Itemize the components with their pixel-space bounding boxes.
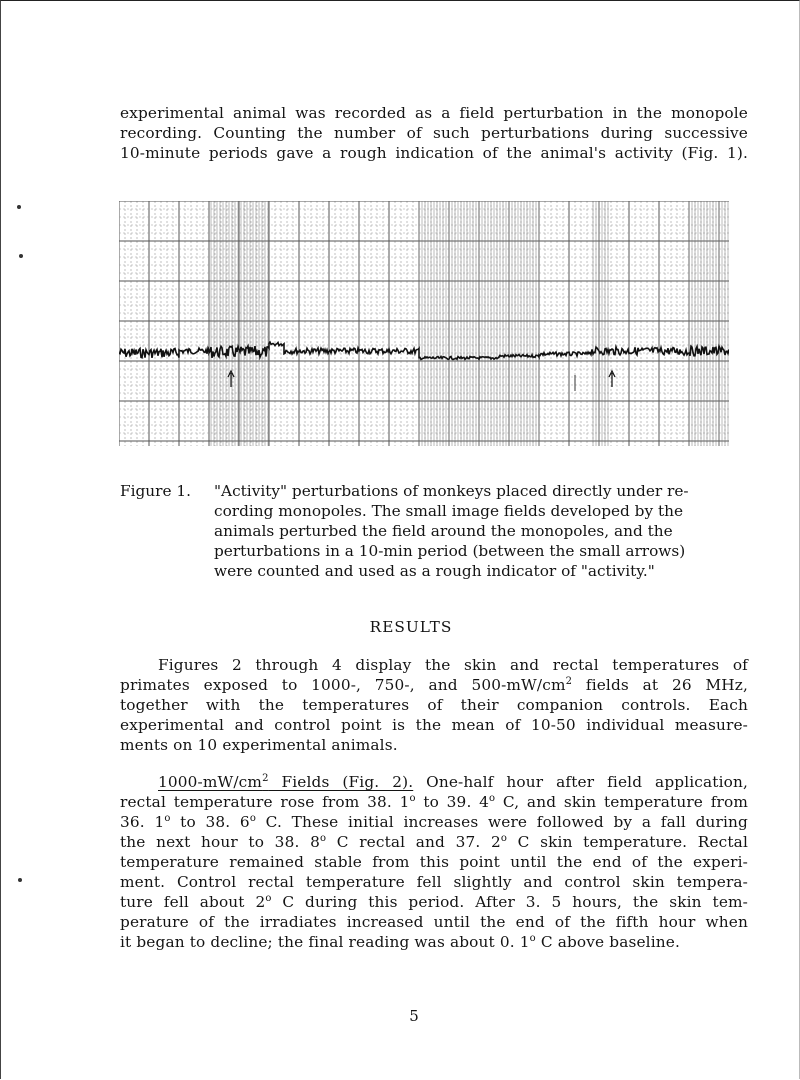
text-line: temperature remained stable from this point until the end of the experi-: [120, 853, 748, 871]
margin-mark: [18, 878, 22, 882]
figure-label: Figure 1.: [120, 482, 191, 500]
results-heading: RESULTS: [369, 618, 453, 636]
text-line: ment. Control rectal temperature fell slightly and control skin tempera-: [120, 873, 748, 891]
text-line: primates exposed to 1000-, 750-, and $500-mW/cm^2$ fields at 26 MHz,: [120, 675, 748, 694]
superscript: 2: [565, 675, 573, 687]
intro-paragraph: [120, 103, 748, 163]
chart-svg: [119, 201, 729, 446]
text-line: rectal temperature rose from 38. 1$^o$ to 39. 4$^o$ C, and skin temperature from: [120, 792, 748, 811]
text-line: 36. 1$^o$ to 38. 6$^o$ C. These initial increases were followed by a fall during: [120, 812, 748, 831]
caption-line: were counted and used as a rough indicator of "activity.": [214, 562, 655, 580]
activity-recording-chart: [119, 201, 729, 446]
caption-line: "Activity" perturbations of monkeys placed directly under re-: [214, 482, 689, 500]
text-line: 10-minute periods gave a rough indication of the animal's activity (Fig. 1).: [120, 144, 748, 162]
text-line: experimental and control point is the mean of 10-50 individual measure-: [120, 716, 748, 734]
margin-mark: [17, 205, 21, 209]
margin-mark: [19, 254, 23, 258]
caption-line: perturbations in a 10-min period (between the small arrows): [214, 542, 686, 560]
text-line: experimental animal was recorded as a field perturbation in the monopole: [120, 104, 748, 122]
text-line: ments on 10 experimental animals.: [120, 736, 398, 754]
caption-line: animals perturbed the field around the monopoles, and the: [214, 522, 673, 540]
page-number: 5: [409, 1007, 419, 1025]
results-paragraph-1: [120, 655, 748, 755]
section-title: $1000-mW/cm^2$ Fields (Fig. 2).: [158, 772, 414, 791]
text-line: Figures 2 through 4 display the skin and rectal temperatures of: [158, 656, 748, 674]
text-line: $1000-mW/cm^2$ Fields (Fig. 2). One-half hour after field application,: [158, 772, 748, 791]
caption-line: cording monopoles. The small image fields developed by the: [214, 502, 684, 520]
text-line: perature of the irradiates increased until the end of the fifth hour when: [120, 913, 748, 931]
caption-text: [214, 481, 740, 581]
text-line: ture fell about 2$^o$ C during this period. After 3. 5 hours, the skin tem-: [120, 892, 748, 911]
text-line: it began to decline; the final reading was about 0. 1$^o$ C above baseline.: [120, 932, 680, 951]
results-paragraph-2: [120, 772, 748, 952]
text-line: the next hour to 38. 8$^o$ C rectal and 37. 2$^o$ C skin temperature. Rectal: [120, 832, 748, 851]
text-line: recording. Counting the number of such perturbations during successive: [120, 124, 748, 142]
text-line: together with the temperatures of their companion controls. Each: [120, 696, 748, 714]
